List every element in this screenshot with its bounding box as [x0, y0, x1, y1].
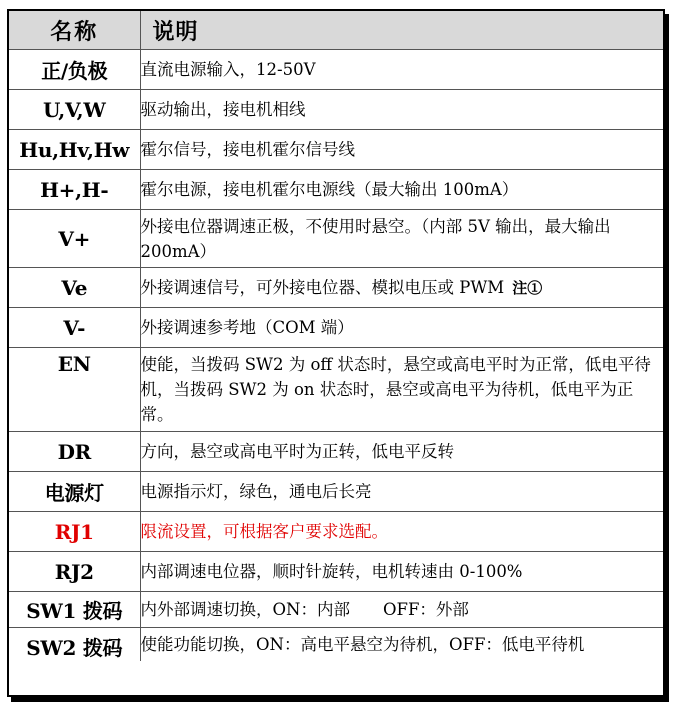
- row-name-rj1: RJ1: [9, 512, 140, 552]
- table-row: [9, 432, 663, 472]
- header-desc-cell: 说明: [140, 11, 663, 50]
- table-row: [9, 268, 663, 308]
- row-name-vminus: V-: [9, 308, 140, 348]
- row-desc-uvw: 驱动输出，接电机相线: [140, 90, 663, 130]
- table-row: [9, 90, 663, 130]
- table-row: [9, 348, 663, 432]
- row-name-vplus: V+: [9, 210, 140, 268]
- table-row: [9, 130, 663, 170]
- row-name-rj2: RJ2: [9, 552, 140, 592]
- table-row: [9, 50, 663, 90]
- table-row: [9, 628, 663, 662]
- row-desc-en: 使能，当拨码 SW2 为 off 状态时，悬空或高电平时为正常，低电平待机，当拨码 SW2 为 on 状态时，悬空或高电平为待机，低电平为正常。: [140, 348, 663, 432]
- row-name-sw2: SW2 拨码: [9, 628, 140, 662]
- table-row: [9, 472, 663, 512]
- spec-table-frame: [7, 9, 665, 697]
- row-name-en: EN: [9, 348, 140, 432]
- ve-desc-text: 外接调速信号，可外接电位器、模拟电压或 PWM: [140, 277, 505, 297]
- row-desc-vplus: 外接电位器调速正极，不使用时悬空。（内部 5V 输出，最大输出 200mA）: [140, 210, 663, 268]
- row-desc-dr: 方向，悬空或高电平时为正转，低电平反转: [140, 432, 663, 472]
- table-row: [9, 210, 663, 268]
- table-row: [9, 170, 663, 210]
- row-desc-hall-signal: 霍尔信号，接电机霍尔信号线: [140, 130, 663, 170]
- row-name-uvw: U,V,W: [9, 90, 140, 130]
- row-name-sw1: SW1 拨码: [9, 592, 140, 628]
- row-desc-power-led: 电源指示灯，绿色，通电后长亮: [140, 472, 663, 512]
- row-name-power: 正/负极: [9, 50, 140, 90]
- row-desc-rj1: 限流设置，可根据客户要求选配。: [140, 512, 663, 552]
- row-desc-vminus: 外接调速参考地（COM 端）: [140, 308, 663, 348]
- row-desc-power: 直流电源输入，12-50V: [140, 50, 663, 90]
- row-name-hall-power: H+,H-: [9, 170, 140, 210]
- table-row: [9, 512, 663, 552]
- table-row: [9, 552, 663, 592]
- row-desc-rj2: 内部调速电位器，顺时针旋转，电机转速由 0-100%: [140, 552, 663, 592]
- table-row: [9, 308, 663, 348]
- row-name-ve: Ve: [9, 268, 140, 308]
- row-name-dr: DR: [9, 432, 140, 472]
- row-desc-sw1: 内外部调速切换，ON：内部 OFF：外部: [140, 592, 663, 628]
- row-name-hall-signal: Hu,Hv,Hw: [9, 130, 140, 170]
- row-desc-ve: [140, 268, 663, 308]
- terminal-spec-table: [9, 11, 663, 661]
- table-header-row: [9, 11, 663, 50]
- table-row: [9, 592, 663, 628]
- row-name-power-led: 电源灯: [9, 472, 140, 512]
- row-desc-hall-power: 霍尔电源，接电机霍尔电源线（最大输出 100mA）: [140, 170, 663, 210]
- header-name-cell: 名称: [9, 11, 140, 50]
- footnote-marker: 注①: [512, 278, 543, 297]
- row-desc-sw2: 使能功能切换，ON：高电平悬空为待机，OFF：低电平待机: [140, 628, 663, 662]
